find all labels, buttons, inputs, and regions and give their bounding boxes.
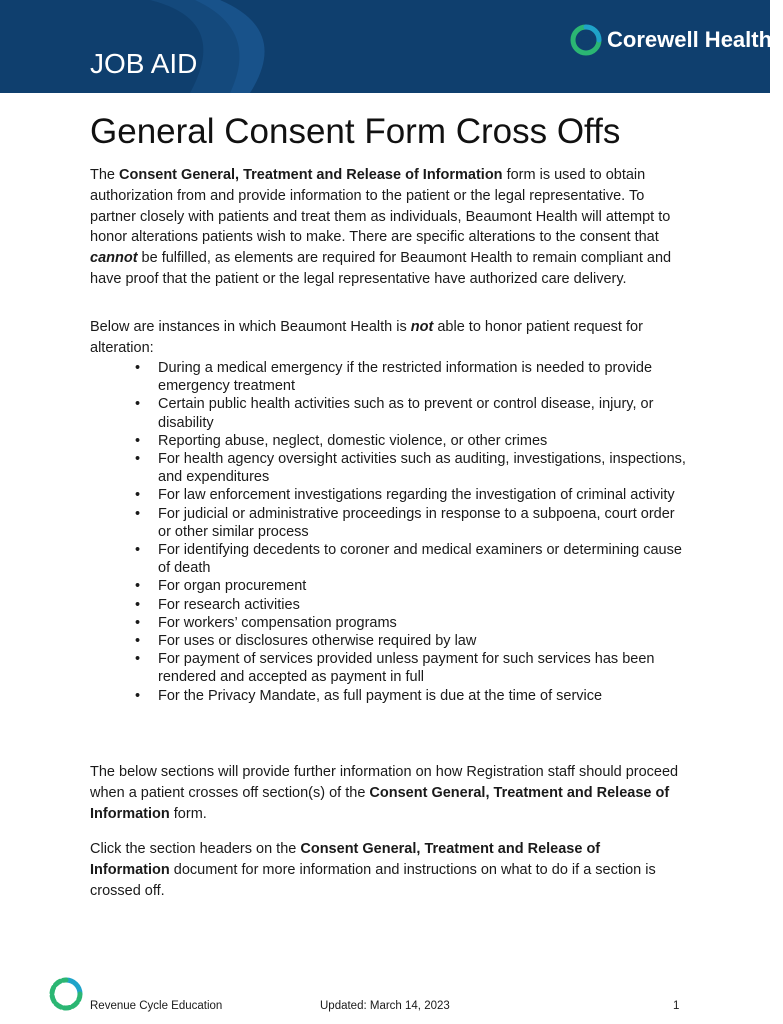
list-item: • Certain public health activities such as to prevent or control disease, injury, or disability [90, 395, 690, 431]
below-paragraph [90, 317, 682, 359]
below-text-1: Below are instances in which Beaumont Health is [90, 319, 411, 335]
list-item: • For law enforcement investigations regarding the investigation of criminal activity [90, 486, 690, 504]
list-item: • During a medical emergency if the restricted information is needed to provide emergency treatment [90, 359, 690, 395]
list-item: • For judicial or administrative proceedings in response to a subpoena, court order or other similar process [90, 505, 690, 541]
footer-department: Revenue Cycle Education [90, 1000, 223, 1012]
list-item: • For health agency oversight activities such as auditing, investigations, inspections, and expenditures [90, 450, 690, 486]
list-item: • For organ procurement [90, 577, 690, 595]
page-title: General Consent Form Cross Offs [90, 112, 621, 151]
click-text-2: document for more information and instructions on what to do if a section is crossed off. [90, 861, 656, 899]
intro-paragraph [90, 165, 682, 290]
header-banner [0, 0, 783, 93]
footer-updated-date: Updated: March 14, 2023 [320, 1000, 450, 1012]
list-item: • For workers’ compensation programs [90, 614, 690, 632]
list-item: • For uses or disclosures otherwise required by law [90, 632, 690, 650]
brand-name: Corewell Health [607, 27, 773, 52]
below-text-2: able to honor patient request for alteration: [90, 319, 643, 356]
intro-text-1: The [90, 167, 120, 183]
sections-text-1: The below sections will provide further information on how Registration staff should proceed when a patient crosses off section(s) of the [90, 764, 679, 801]
list-item: • Reporting abuse, neglect, domestic violence, or other crimes [90, 432, 690, 450]
footer-page-number: 1 [673, 1000, 680, 1012]
sections-form-name: Consent General, Treatment and Release of Information [90, 784, 670, 822]
sections-paragraph [90, 762, 682, 824]
brand-trademark: TM [773, 36, 783, 44]
job-aid-label: JOB AID [90, 48, 198, 79]
click-text-1: Click the section headers on the [90, 841, 301, 857]
list-item: • For research activities [90, 596, 690, 614]
list-item: • For the Privacy Mandate, as full payment is due at the time of service [90, 687, 690, 705]
click-paragraph [90, 839, 682, 901]
below-not: not [410, 319, 434, 335]
brand-logo [571, 22, 783, 58]
list-item: • For payment of services provided unless payment for such services has been rendered and accepted as payment in full [90, 650, 690, 686]
sections-text-2: form. [169, 805, 207, 822]
intro-text-2: form is used to obtain authorization from and provide information to the patient or the legal representative. To partner closely with patients and treat them as individuals, Beaumont Health will attempt to honor alterations patients wish to make. There are specific alterations to the consent that [90, 167, 671, 246]
intro-form-name: Consent General, Treatment and Release of Information [119, 167, 503, 183]
click-form-name: Consent General, Treatment and Release of Information [90, 841, 601, 878]
intro-cannot: cannot [90, 250, 138, 267]
footer-logo-icon [48, 976, 84, 1012]
corewell-logo-icon [571, 24, 601, 56]
instances-list [90, 359, 690, 705]
list-item: • For identifying decedents to coroner and medical examiners or determining cause of death [90, 541, 690, 577]
intro-text-3: be fulfilled, as elements are required for Beaumont Health to remain compliant and have proof that the patient or the legal representative have authorized care delivery. [90, 250, 672, 287]
